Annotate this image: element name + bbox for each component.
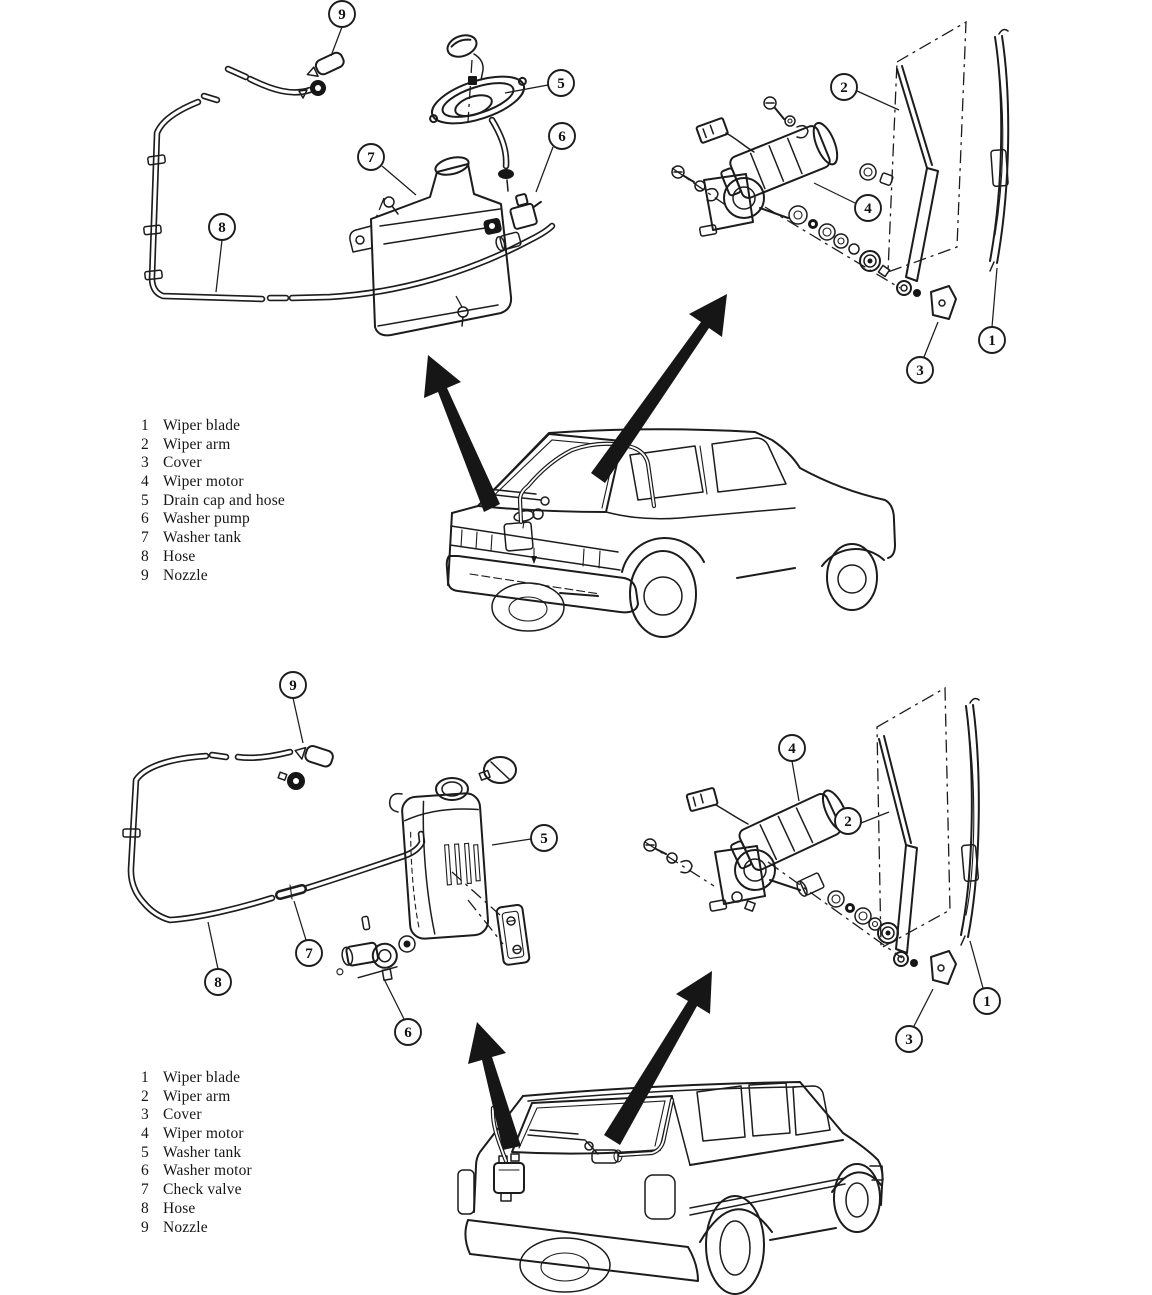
glass-outline (877, 688, 950, 948)
part-number: 6 (141, 510, 149, 528)
svg-text:1: 1 (983, 994, 991, 1010)
part-label: Washer pump (163, 510, 250, 528)
svg-text:2: 2 (840, 80, 848, 96)
wiper-motor (672, 97, 900, 288)
svg-text:3: 3 (905, 1032, 913, 1048)
parts-list-row (138, 1069, 358, 1088)
part-label: Nozzle (163, 1218, 208, 1236)
part-number: 2 (141, 1087, 149, 1105)
callout-washer-tank (531, 825, 557, 851)
part-label: Wiper motor (163, 473, 244, 491)
hatchback-car (447, 429, 895, 637)
callout-cover (907, 357, 933, 383)
part-number: 7 (141, 529, 149, 547)
parts-list-row (138, 510, 358, 529)
parts-list-row (138, 417, 358, 436)
svg-text:2: 2 (844, 814, 852, 830)
nozzle (299, 51, 346, 98)
svg-text:4: 4 (788, 741, 796, 757)
nozzle (278, 741, 334, 790)
part-label: Wiper blade (163, 417, 241, 434)
parts-list-row (138, 473, 358, 492)
svg-text:5: 5 (557, 76, 565, 92)
callout-drain-cap (548, 70, 574, 96)
part-number: 7 (141, 1181, 149, 1199)
callout-wiper-arm (835, 808, 861, 834)
parts-list-row (138, 436, 358, 455)
svg-text:8: 8 (218, 220, 226, 236)
parts-list-row (138, 1219, 358, 1238)
part-label: Wiper motor (163, 1125, 244, 1143)
arrow-to-washer-diagram (424, 355, 500, 512)
wiper-arm (897, 66, 938, 297)
part-number: 6 (141, 1162, 149, 1180)
part-label: Wiper arm (163, 1087, 231, 1105)
svg-text:6: 6 (404, 1025, 412, 1041)
parts-list-row (138, 567, 358, 586)
part-number: 2 (141, 435, 149, 453)
washer-motor (328, 912, 401, 988)
washer-parts-on-car (494, 1154, 524, 1201)
part-number: 1 (141, 417, 149, 434)
parts-list-row (138, 1125, 358, 1144)
parts-list-row (138, 548, 358, 567)
part-number: 9 (141, 1218, 149, 1236)
part-label: Hose (163, 1199, 196, 1217)
svg-text:7: 7 (305, 946, 313, 962)
parts-list-row (138, 492, 358, 511)
callout-hose (205, 969, 231, 995)
svg-text:9: 9 (338, 7, 346, 23)
svg-text:6: 6 (558, 129, 566, 145)
parts-list-row (138, 1162, 358, 1181)
wagon-washer-diagram (123, 672, 557, 1045)
arrow-to-wiper-diagram (604, 971, 712, 1145)
wiper-blade (961, 699, 979, 945)
hatchback-washer-diagram (144, 1, 575, 335)
parts-list-row (138, 1088, 358, 1107)
washer-tank (350, 154, 511, 335)
wagon-parts-list (138, 1069, 358, 1237)
wiper-blade (990, 30, 1008, 271)
cover (931, 951, 956, 984)
part-number: 8 (141, 1199, 149, 1217)
callout-check-valve (296, 940, 322, 966)
part-number: 9 (141, 566, 149, 584)
callout-wiper-motor (779, 735, 805, 761)
callout-wiper-arm (831, 74, 857, 100)
part-label: Wiper blade (163, 1069, 241, 1086)
tank-bracket (496, 904, 530, 965)
parts-list-row (138, 1200, 358, 1219)
tank-cap (479, 757, 516, 783)
callout-hose (209, 214, 235, 240)
svg-text:3: 3 (916, 363, 924, 379)
hatchback-parts-list (138, 417, 358, 585)
part-label: Cover (163, 454, 202, 472)
parts-list-row (138, 1106, 358, 1125)
part-label: Nozzle (163, 566, 208, 584)
part-number: 3 (141, 1106, 149, 1124)
callout-nozzle (329, 1, 355, 27)
callout-wiper-motor (855, 195, 881, 221)
parts-list-row (138, 1181, 358, 1200)
callout-washer-tank (358, 144, 384, 170)
part-label: Washer tank (163, 1143, 242, 1161)
part-number: 4 (141, 1125, 149, 1143)
svg-text:8: 8 (214, 975, 222, 991)
callout-washer-motor (395, 1019, 421, 1045)
svg-text:9: 9 (289, 678, 297, 694)
svg-text:1: 1 (988, 333, 996, 349)
washer-tank (390, 757, 530, 965)
parts-list-row (138, 454, 358, 473)
part-label: Cover (163, 1106, 202, 1124)
parts-list-row (138, 529, 358, 548)
callout-wiper-blade (979, 327, 1005, 353)
part-label: Drain cap and hose (163, 491, 285, 509)
part-number: 8 (141, 547, 149, 565)
part-number: 5 (141, 491, 149, 509)
svg-text:4: 4 (864, 201, 872, 217)
wagon-car (458, 1082, 883, 1294)
svg-text:5: 5 (540, 831, 548, 847)
part-number: 1 (141, 1069, 149, 1086)
part-label: Check valve (163, 1181, 242, 1199)
part-label: Wiper arm (163, 435, 231, 453)
part-number: 3 (141, 454, 149, 472)
parts-list-row (138, 1144, 358, 1163)
cover (931, 286, 956, 319)
drain-cap-and-hose (423, 31, 533, 191)
callout-cover (896, 1026, 922, 1052)
wiper-motor (644, 787, 902, 958)
svg-text:7: 7 (367, 150, 375, 166)
part-number: 4 (141, 473, 149, 491)
part-label: Washer motor (163, 1162, 252, 1180)
arrow-to-wiper-diagram (591, 294, 727, 483)
callout-nozzle (280, 672, 306, 698)
part-label: Washer tank (163, 529, 242, 547)
callout-washer-pump (549, 123, 575, 149)
part-number: 5 (141, 1143, 149, 1161)
check-valve (280, 885, 302, 899)
part-label: Hose (163, 547, 196, 565)
callout-wiper-blade (974, 988, 1000, 1014)
screw (376, 197, 468, 326)
